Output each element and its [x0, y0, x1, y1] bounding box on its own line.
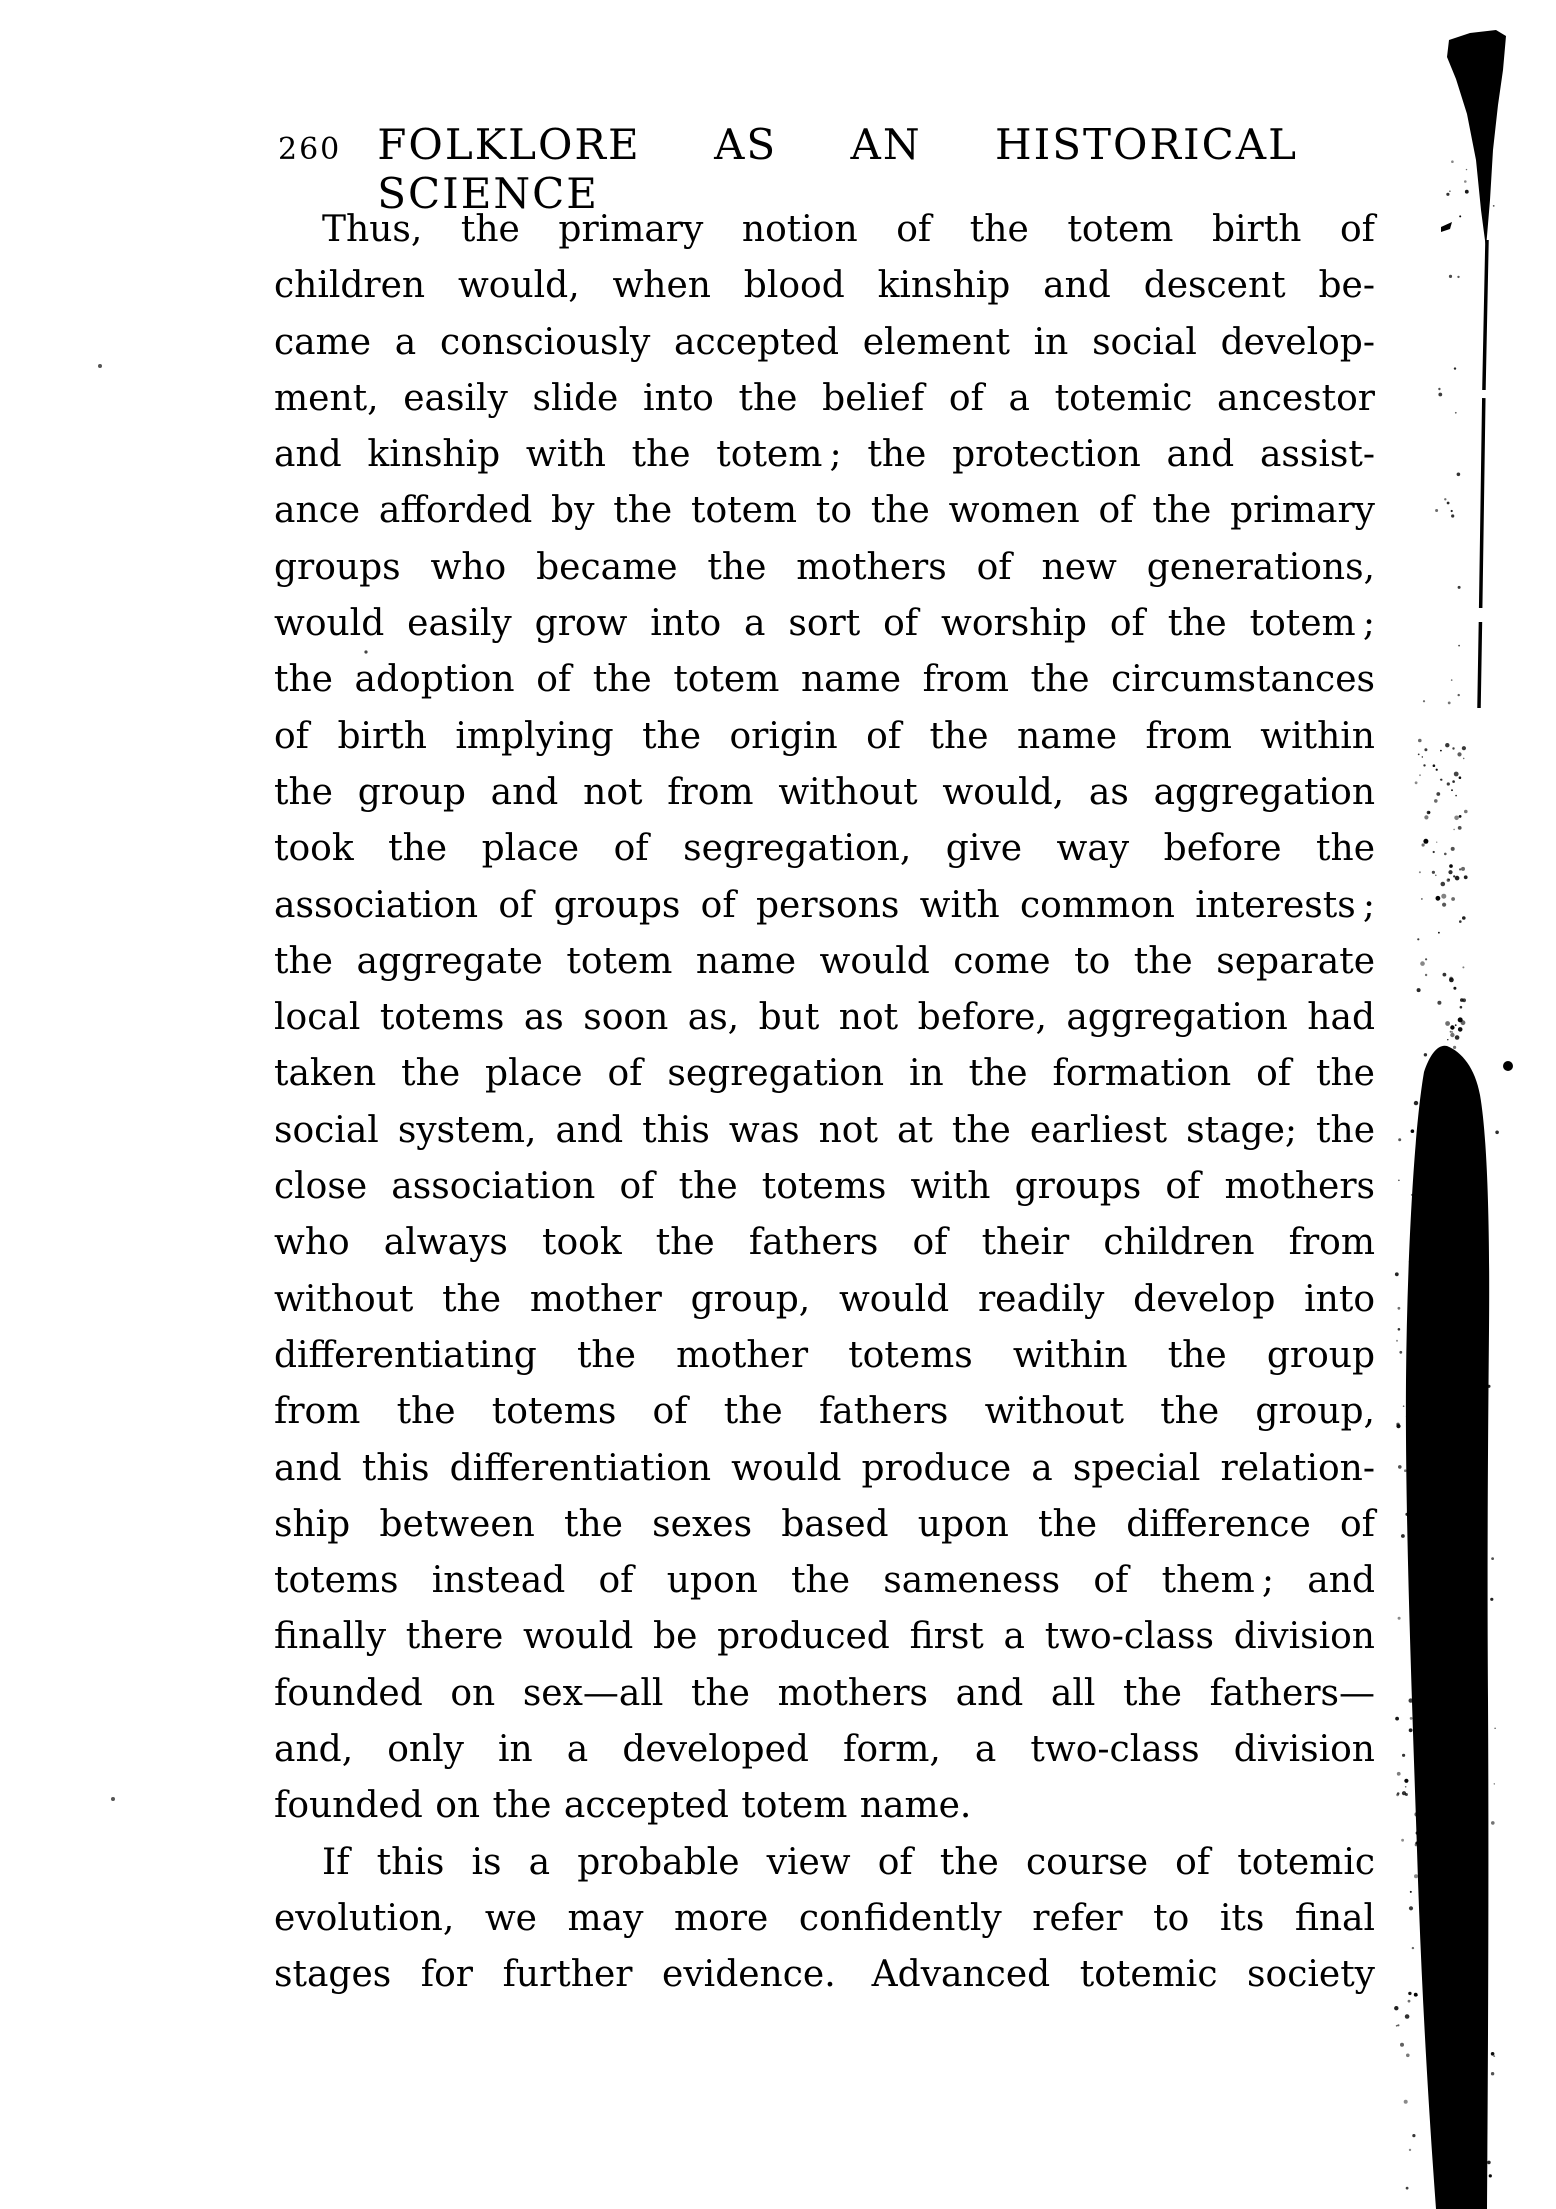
text-line-20: without the mother group, would readily develop into [274, 1278, 1375, 1320]
text-line-10: of birth implying the origin of the name from within [274, 715, 1375, 757]
running-title: FOLKLORE AS AN HISTORICAL SCIENCE [377, 120, 1298, 218]
page-speck-icon [98, 364, 102, 368]
text-line-19: who always took the fathers of their children from [274, 1222, 1375, 1264]
text-line-3: came a consciously accepted element in social develop- [274, 321, 1375, 363]
text-line-4: ment, easily slide into the belief of a totemic ancestor [274, 377, 1375, 419]
text-line-25: totems instead of upon the sameness of them ; and [274, 1560, 1375, 1602]
text-line-31: evolution, we may more confidently refer to its final [274, 1897, 1375, 1939]
ink-dot-icon [1503, 1061, 1513, 1071]
speck-mark-icon [1441, 222, 1452, 232]
page-speck-icon [111, 1797, 115, 1801]
text-line-2: children would, when blood kinship and descent be- [274, 265, 1375, 307]
text-line-30: If this is a probable view of the course of totemic [322, 1841, 1375, 1883]
text-line-23: and this differentiation would produce a special relation- [274, 1447, 1375, 1489]
text-line-13: association of groups of persons with common interests ; [274, 884, 1375, 926]
text-line-29: founded on the accepted totem name. [274, 1785, 972, 1827]
text-line-15: local totems as soon as, but not before, aggregation had [274, 997, 1375, 1039]
page-number: 260 [278, 132, 342, 167]
body-text [274, 202, 1375, 2004]
scan-edge-line-icon [1479, 240, 1487, 708]
text-line-27: founded on sex—all the mothers and all the fathers— [274, 1672, 1375, 1714]
text-line-16: taken the place of segregation in the formation of the [274, 1053, 1375, 1095]
text-line-5: and kinship with the totem ; the protection and assist- [274, 434, 1375, 476]
text-line-32: stages for further evidence. Advanced totemic society [274, 1954, 1375, 1996]
text-line-21: differentiating the mother totems within the group [274, 1334, 1375, 1376]
scan-noise-speckles [1394, 160, 1499, 2189]
text-line-24: ship between the sexes based upon the difference of [274, 1503, 1375, 1545]
text-line-1: Thus, the primary notion of the totem birth of [322, 209, 1375, 250]
text-line-14: the aggregate totem name would come to the separate [274, 940, 1375, 982]
text-line-8: would easily grow into a sort of worship of the totem ; [274, 603, 1375, 645]
text-line-17: social system, and this was not at the earliest stage; the [274, 1109, 1375, 1151]
text-line-6: ance afforded by the totem to the women of the primary [274, 490, 1375, 532]
text-line-11: the group and not from without would, as aggregation [274, 771, 1375, 813]
text-line-12: took the place of segregation, give way before the [274, 828, 1375, 870]
text-line-22: from the totems of the fathers without the group, [274, 1391, 1375, 1433]
text-line-28: and, only in a developed form, a two-class division [274, 1729, 1375, 1771]
scan-edge-band-icon [1406, 1046, 1489, 2209]
ink-blotch-top-icon [1447, 30, 1506, 248]
text-line-9: the adoption of the totem name from the circumstances [274, 659, 1375, 701]
text-line-7: groups who became the mothers of new generations, [274, 546, 1375, 588]
text-line-18: close association of the totems with groups of mothers [274, 1166, 1375, 1208]
text-line-26: finally there would be produced first a two-class division [274, 1616, 1375, 1658]
